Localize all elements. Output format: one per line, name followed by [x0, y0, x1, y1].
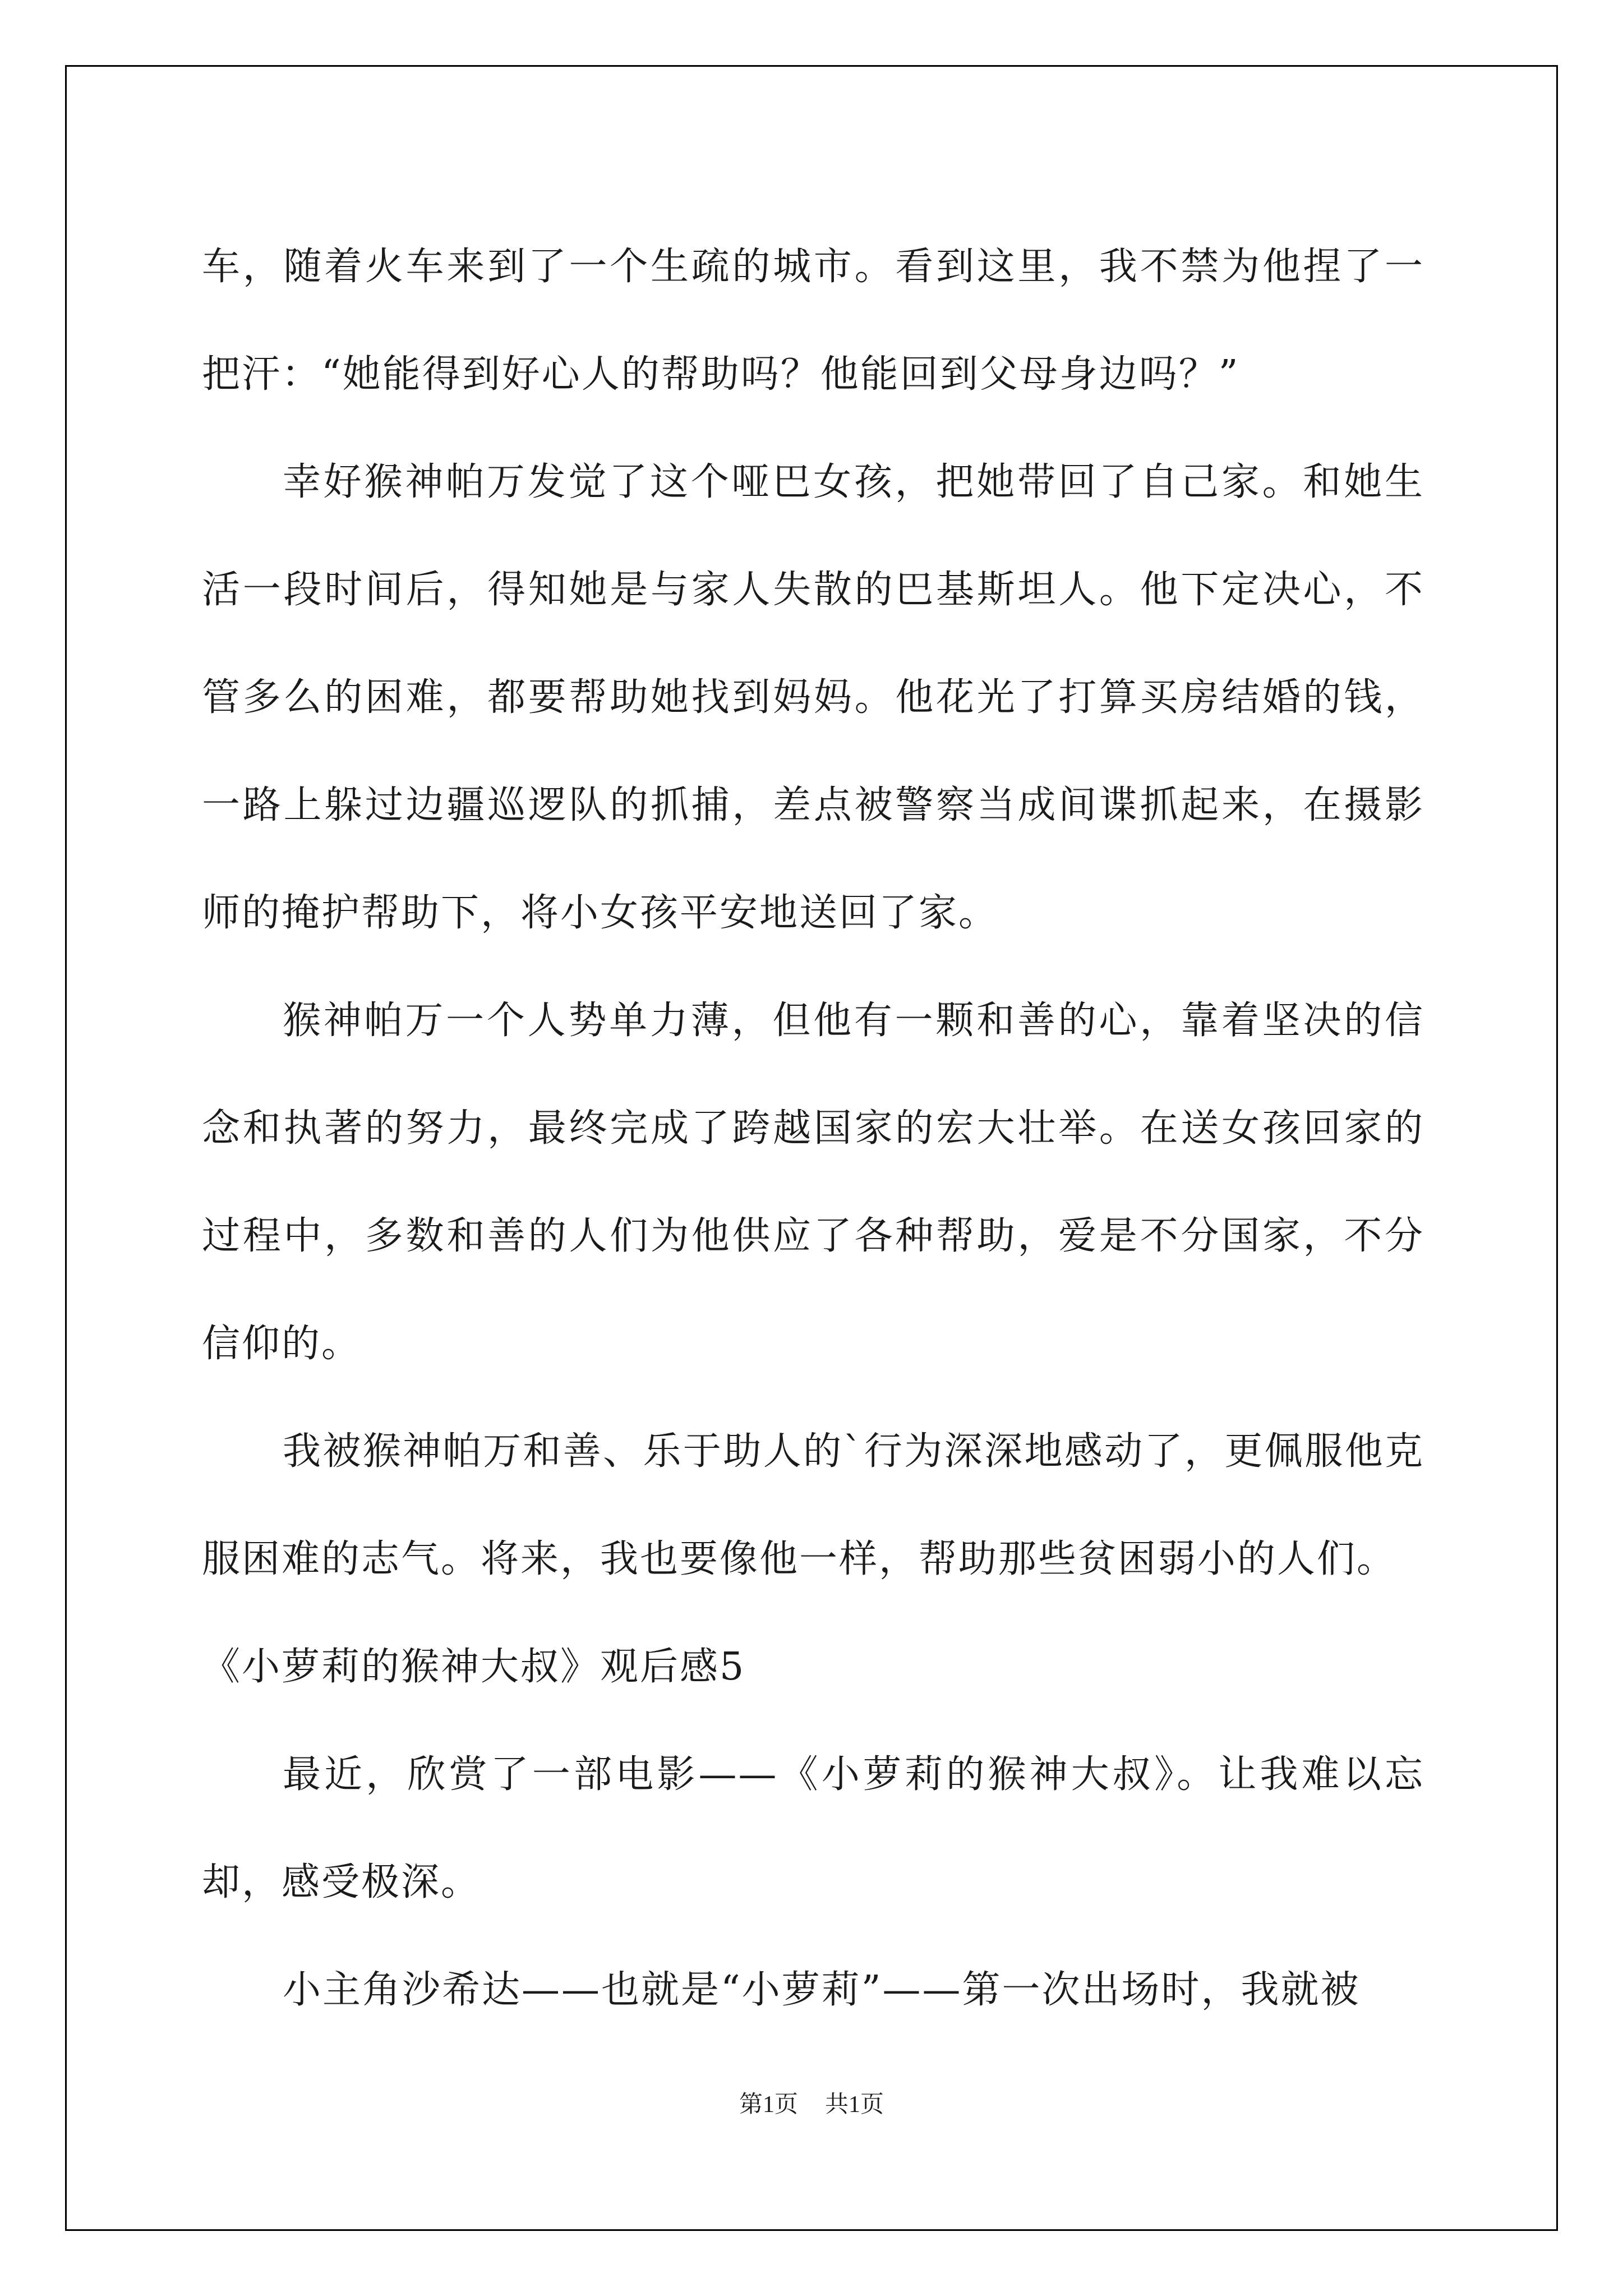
page-footer	[0, 2086, 1623, 2119]
page-number: 第1页	[739, 2092, 798, 2118]
paragraph-4: 我被猴神帕万和善、乐于助人的`行为深深地感动了，更佩服他克服困难的志气。将来，我也要像他一样，帮助那些贫困弱小的人们。	[202, 1429, 1424, 1581]
document-body	[202, 213, 1424, 2044]
paragraph-5: 最近，欣赏了一部电影——《小萝莉的猴神大叔》。让我难以忘却，感受极深。	[202, 1752, 1424, 1904]
paragraph-6: 小主角沙希达——也就是“小萝莉”——第一次出场时，我就被	[283, 1968, 1361, 2012]
page-total: 共1页	[825, 2092, 884, 2118]
paragraph-1: 车，随着火车来到了一个生疏的城市。看到这里，我不禁为他捏了一把汗：“她能得到好心人的帮助吗？他能回到父母身边吗？”	[202, 245, 1424, 397]
paragraph-3: 猴神帕万一个人势单力薄，但他有一颗和善的心，靠着坚决的信念和执著的努力，最终完成了跨越国家的宏大壮举。在送女孩回家的过程中，多数和善的人们为他供应了各种帮助，爱是不分国家，不分信仰的。	[202, 999, 1424, 1366]
article-title: 《小萝莉的猴神大叔》观后感5	[202, 1645, 746, 1689]
paragraph-2: 幸好猴神帕万发觉了这个哑巴女孩，把她带回了自己家。和她生活一段时间后，得知她是与家人失散的巴基斯坦人。他下定决心，不管多么的困难，都要帮助她找到妈妈。他花光了打算买房结婚的钱，一路上躲过边疆巡逻队的抓捕，差点被警察当成间谍抓起来，在摄影师的掩护帮助下，将小女孩平安地送回了家。	[202, 460, 1424, 935]
